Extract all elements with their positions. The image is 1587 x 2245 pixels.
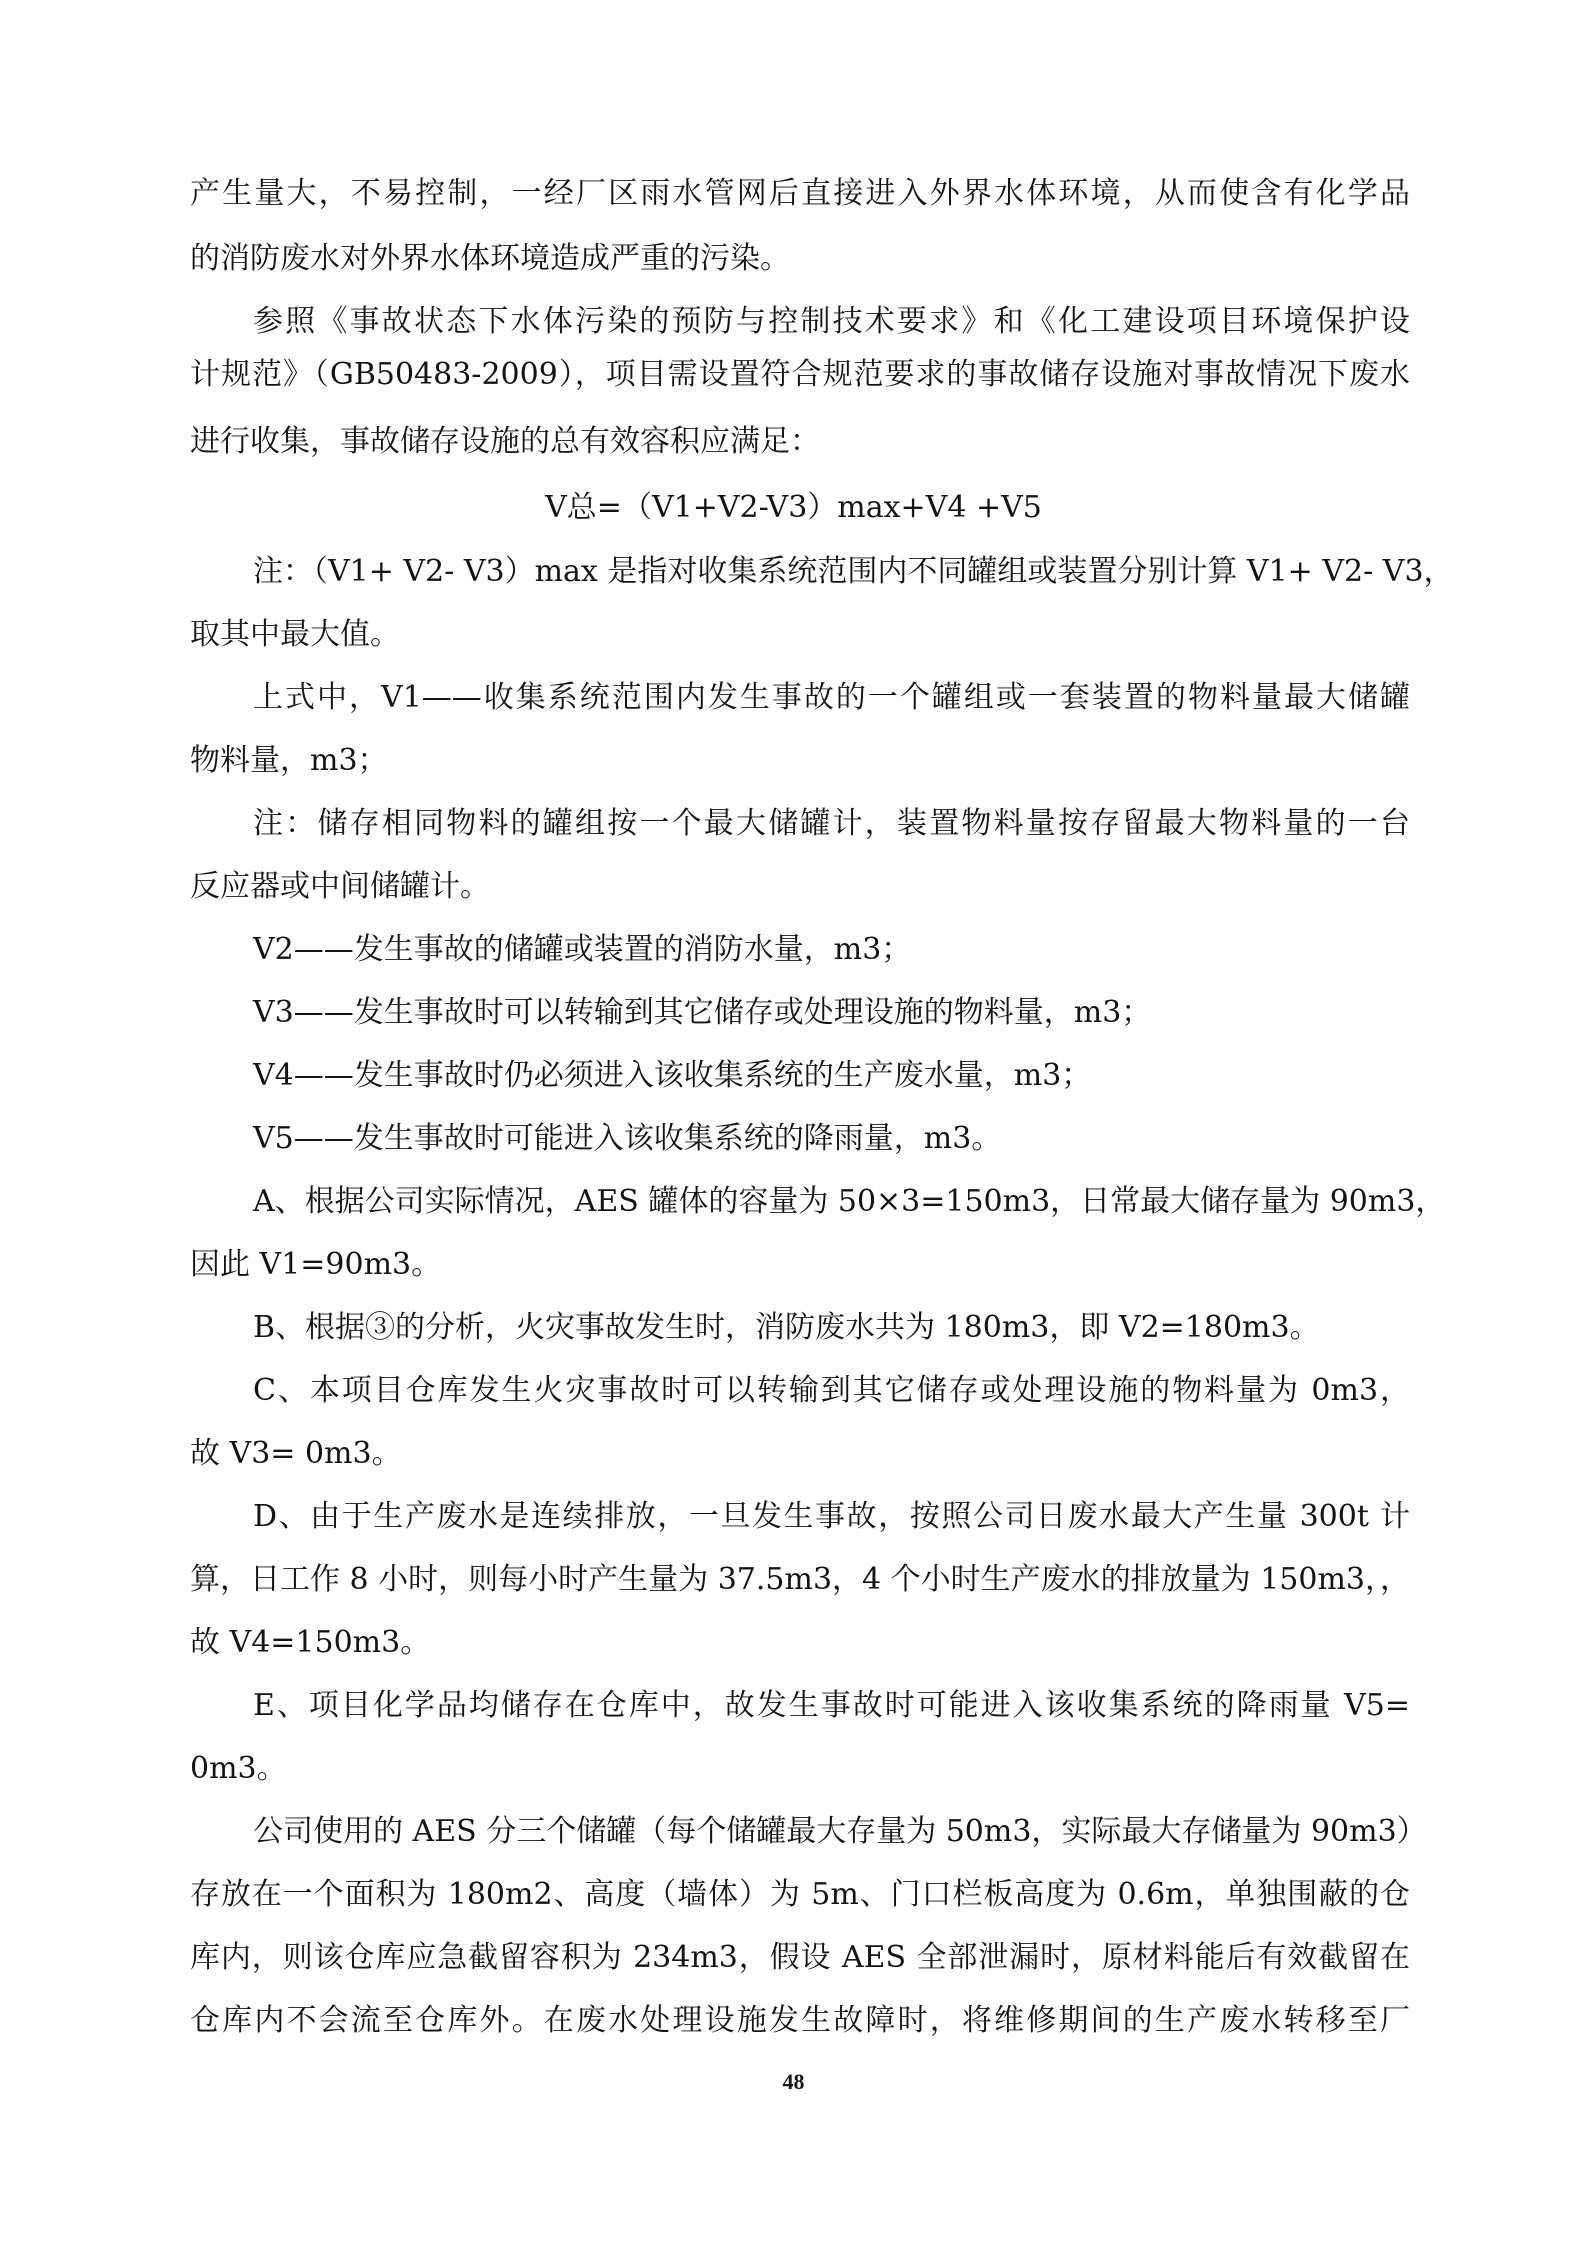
definition-line: V2——发生事故的储罐或装置的消防水量，m3； — [253, 932, 912, 967]
definition-line: V4——发生事故时仍必须进入该收集系统的生产废水量，m3； — [253, 1058, 1092, 1093]
paragraph-line: 库内，则该仓库应急截留容积为 234m3，假设 AES 全部泄漏时，原材料能后有效截留在 — [190, 1940, 1410, 1975]
paragraph-line: C、本项目仓库发生火灾事故时可以转输到其它储存或处理设施的物料量为 0m3， — [253, 1373, 1410, 1408]
paragraph-line: 0m3。 — [190, 1751, 287, 1786]
paragraph-line: 的消防废水对外界水体环境造成严重的污染。 — [190, 241, 790, 276]
paragraph-line: 公司使用的 AES 分三个储罐（每个储罐最大存量为 50m3，实际最大存储量为 90m3） — [253, 1814, 1427, 1849]
definition-line: V5——发生事故时可能进入该收集系统的降雨量，m3。 — [253, 1121, 1002, 1156]
formula: V总=（V1+V2-V3）max+V4 +V5 — [545, 490, 1042, 525]
paragraph-line: A、根据公司实际情况，AES 罐体的容量为 50×3=150m3，日常最大储存量为 90m3， — [253, 1184, 1446, 1219]
paragraph-line: 产生量大，不易控制，一经厂区雨水管网后直接进入外界水体环境，从而使含有化学品 — [190, 176, 1410, 211]
paragraph-line: 算，日工作 8 小时，则每小时产生量为 37.5m3，4 个小时生产废水的排放量为 150m3，， — [190, 1562, 1410, 1597]
definition-line: V3——发生事故时可以转输到其它储存或处理设施的物料量，m3； — [253, 995, 1152, 1030]
paragraph-line: 反应器或中间储罐计。 — [190, 869, 490, 904]
paragraph-line: 物料量，m3； — [190, 743, 388, 778]
paragraph-line: 参照《事故状态下水体污染的预防与控制技术要求》和《化工建设项目环境保护设 — [253, 304, 1410, 339]
paragraph-line: 进行收集，事故储存设施的总有效容积应满足： — [190, 424, 820, 459]
paragraph-line: 计规范》（GB50483-2009），项目需设置符合规范要求的事故储存设施对事故情况下废水 — [190, 357, 1410, 392]
page-number: 48 — [782, 2069, 805, 2094]
paragraph-line: B、根据③的分析，火灾事故发生时，消防废水共为 180m3，即 V2=180m3。 — [253, 1310, 1320, 1345]
paragraph-line: 存放在一个面积为 180m2、高度（墙体）为 5m、门口栏板高度为 0.6m，单独围蔽的仓 — [190, 1877, 1410, 1912]
paragraph-line: 注：（V1+ V2- V3）max 是指对收集系统范围内不同罐组或装置分别计算 V1+ V2- V3， — [253, 554, 1454, 589]
paragraph-line: 上式中，V1——收集系统范围内发生事故的一个罐组或一套装置的物料量最大储罐 — [253, 680, 1410, 715]
paragraph-line: D、由于生产废水是连续排放，一旦发生事故，按照公司日废水最大产生量 300t 计 — [253, 1499, 1410, 1534]
paragraph-line: 仓库内不会流至仓库外。在废水处理设施发生故障时，将维修期间的生产废水转移至厂 — [190, 2003, 1410, 2038]
paragraph-line: 取其中最大值。 — [190, 617, 400, 652]
paragraph-line: 因此 V1=90m3。 — [190, 1247, 442, 1282]
paragraph-line: 故 V4=150m3。 — [190, 1625, 431, 1660]
paragraph-line: E、项目化学品均储存在仓库中，故发生事故时可能进入该收集系统的降雨量 V5= — [253, 1688, 1410, 1723]
paragraph-line: 故 V3= 0m3。 — [190, 1436, 402, 1471]
paragraph-line: 注：储存相同物料的罐组按一个最大储罐计，装置物料量按存留最大物料量的一台 — [253, 806, 1410, 841]
